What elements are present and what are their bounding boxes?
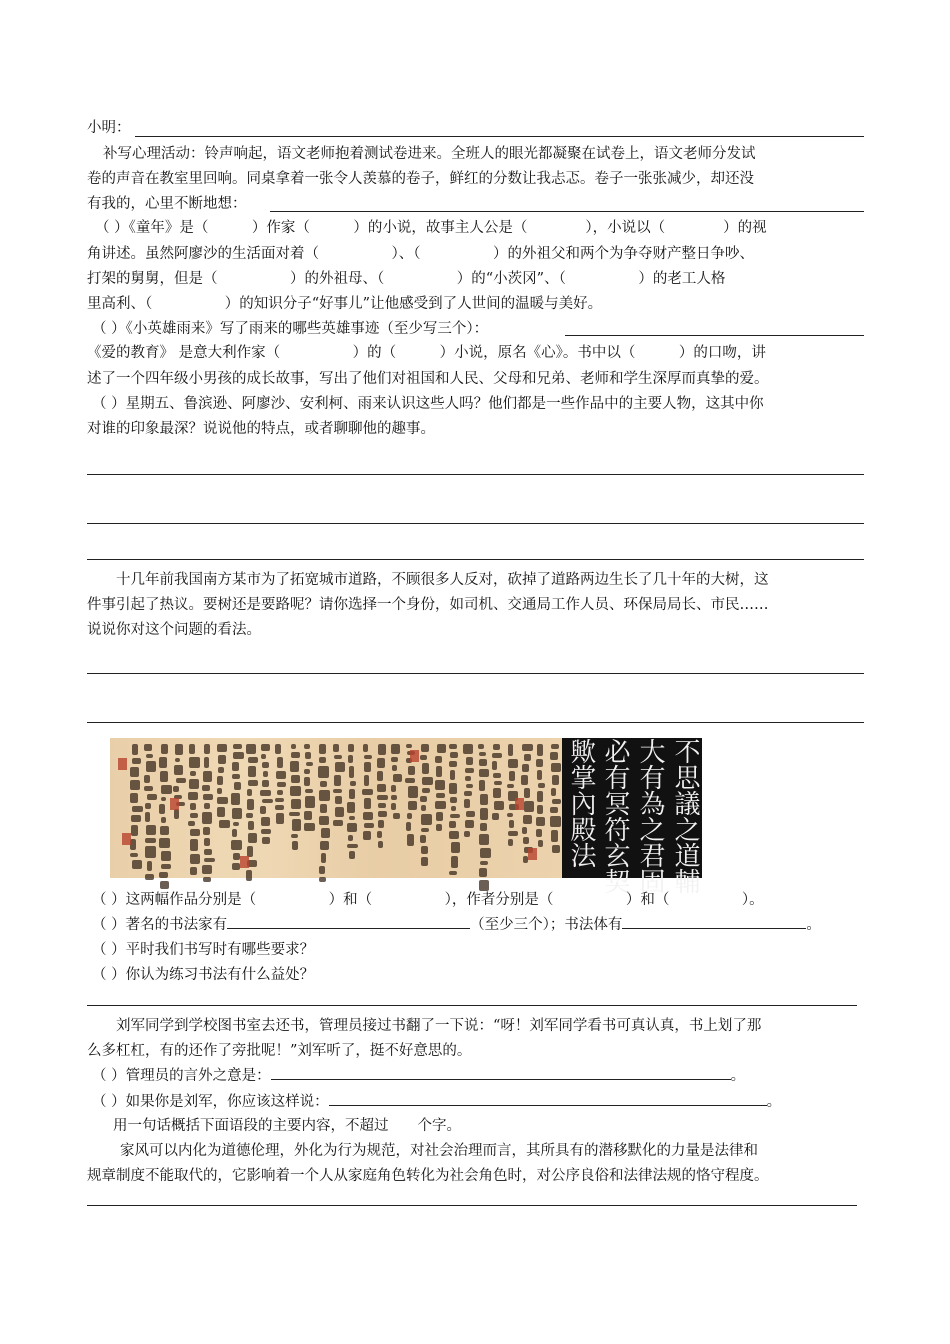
script-column <box>420 744 430 869</box>
tongnian-line-4: 里高利、（ ）的知识分子“好事儿”让他感受到了人世间的温暖与美好。 <box>87 296 603 312</box>
tree-line-1: 十几年前我国南方某市为了拓宽城市道路，不顾很多人反对，砍掉了道路两边生长了几十年的大树，这 <box>116 572 769 588</box>
liujun-line-4a: （ ）如果你是刘军，你应该这样说： <box>92 1094 329 1110</box>
script-column <box>144 744 154 883</box>
character-line-1: （ ）星期五、鲁滨逊、阿廖沙、安利柯、雨来认识这些人吗？他们都是一些作品中的主要人物，这其中你 <box>92 396 764 412</box>
script-column <box>318 744 328 885</box>
psych-line-1: 补写心理活动：铃声响起，语文老师抱着测试卷进来。全班人的眼光都凝聚在试卷上，语文老师分发试 <box>103 146 756 162</box>
seal-stamp <box>528 848 537 860</box>
script-column <box>173 744 183 822</box>
answer-line[interactable] <box>87 474 864 475</box>
liujun-line-3b: 。 <box>730 1068 746 1084</box>
script-column <box>217 744 227 831</box>
script-column <box>275 744 285 827</box>
tongnian-line-1: （ ）《童年》是（ ）作家（ ）的小说，故事主人公是（ ），小说以（ ）的视 <box>95 220 767 236</box>
aideju-line-1: 《爱的教育》 是意大利作家（ ）的（ ）小说，原名《心》。书中以（ ）的口吻，讲 <box>87 345 766 361</box>
callig-line-4: （ ）你认为练习书法有什么益处？ <box>92 967 315 983</box>
cursive-scroll-image <box>110 738 562 878</box>
callig-line-3: （ ）平时我们书写时有哪些要求？ <box>92 942 315 958</box>
seal-stamp <box>170 798 179 810</box>
script-column <box>333 744 343 829</box>
stele-column: 歟掌內殿法 <box>566 738 596 868</box>
answer-line[interactable] <box>87 559 864 560</box>
answer-blank[interactable] <box>227 912 470 929</box>
answer-line[interactable] <box>87 722 864 723</box>
stele-column: 大有為之君固 <box>635 738 665 894</box>
summary-line-1: 用一句话概括下面语段的主要内容，不超过 个字。 <box>113 1118 461 1134</box>
liujun-line-2: 么多杠杠，有的还作了旁批呢！”刘军听了，挺不好意思的。 <box>87 1043 472 1059</box>
answer-line[interactable] <box>87 1005 857 1006</box>
tree-line-2: 件事引起了热议。要树还是要路呢？请你选择一个身份，如司机、交通局工作人员、环保局局长、市民…… <box>87 597 769 613</box>
stele-column: 必有冥符玄契 <box>600 738 630 894</box>
script-column <box>130 744 140 872</box>
script-column <box>289 744 299 853</box>
summary-line-3: 规章制度不能取代的，它影响着一个人从家庭角色转化为社会角色时，对公序良俗和法律法规的恪守程度。 <box>87 1168 769 1184</box>
liujun-line-4 <box>92 1089 781 1115</box>
xiaoming-line <box>87 115 131 141</box>
xiaoming-label: 小明： <box>87 120 131 136</box>
stele-rubbing-image <box>562 738 702 894</box>
seal-stamp <box>122 833 131 845</box>
answer-blank[interactable] <box>271 1063 731 1080</box>
script-column <box>188 744 198 878</box>
script-column <box>159 744 169 892</box>
callig-line-1: （ ）这两幅作品分别是（ ）和（ ），作者分别是（ ）和（ ）。 <box>92 892 764 908</box>
script-column <box>463 744 473 840</box>
script-column <box>304 744 314 834</box>
psych-line-3: 有我的，心里不断地想： <box>87 196 247 212</box>
callig-line-2 <box>92 912 821 938</box>
script-column <box>362 744 372 843</box>
liujun-line-3 <box>92 1063 745 1089</box>
callig-line-2c: 。 <box>806 917 821 933</box>
tongnian-line-2: 角讲述。虽然阿廖沙的生活面对着（ ）、（ ）的外祖父和两个为争夺财产整日争吵、 <box>87 246 754 262</box>
script-column <box>550 744 560 856</box>
answer-line[interactable] <box>565 335 864 336</box>
answer-line[interactable] <box>87 673 864 674</box>
seal-stamp <box>240 856 249 868</box>
psych-line-2: 卷的声音在教室里回响。同桌拿着一张令人羡慕的卷子，鲜红的分数让我忐忑。卷子一张张减少，却还没 <box>87 171 754 187</box>
script-column <box>492 744 502 823</box>
liujun-line-4b: 。 <box>766 1094 782 1110</box>
tongnian-line-3: 打架的舅舅，但是（ ）的外祖母、（ ）的“小茨冈”、（ ）的老工人格 <box>87 271 726 287</box>
script-column <box>376 744 386 851</box>
script-column <box>231 744 241 873</box>
answer-blank[interactable] <box>622 912 806 929</box>
answer-line[interactable] <box>135 136 864 137</box>
script-column <box>434 744 444 834</box>
script-column <box>260 744 270 847</box>
callig-line-2a: （ ）著名的书法家有 <box>92 917 228 933</box>
answer-line[interactable] <box>270 211 864 212</box>
callig-line-2b: （至少三个）；书法体有 <box>470 917 623 933</box>
answer-line[interactable] <box>87 1205 857 1206</box>
aideju-line-2: 述了一个四年级小男孩的成长故事，写出了他们对祖国和人民、父母和兄弟、老师和学生深厚而真挚的爱。 <box>87 371 769 387</box>
script-column <box>478 744 488 894</box>
liujun-line-3a: （ ）管理员的言外之意是： <box>92 1068 271 1084</box>
script-column <box>536 744 546 850</box>
seal-stamp <box>515 798 524 810</box>
yulai-question: （ ）《小英雄雨来》写了雨来的哪些英雄事迹（至少写三个）： <box>92 321 489 337</box>
script-column <box>347 744 357 862</box>
script-column <box>202 744 212 885</box>
answer-blank[interactable] <box>329 1089 767 1106</box>
tree-line-3: 说说你对这个问题的看法。 <box>87 622 261 638</box>
summary-line-2: 家风可以内化为道德伦理，外化为行为规范，对社会治理而言，其所具有的潜移默化的力量是法律和 <box>120 1143 758 1159</box>
seal-stamp <box>410 750 419 762</box>
calligraphy-images <box>110 738 702 894</box>
seal-stamp <box>118 758 127 770</box>
stele-column: 不思議之道輔 <box>670 738 700 894</box>
script-column <box>391 744 401 822</box>
script-column <box>507 744 517 849</box>
script-column <box>449 744 459 878</box>
answer-line[interactable] <box>87 523 864 524</box>
liujun-line-1: 刘军同学到学校图书室去还书，管理员接过书翻了一下说：“呀！刘军同学看书可真认真，书上划了那 <box>116 1018 762 1034</box>
character-line-2: 对谁的印象最深？说说他的特点，或者聊聊他的趣事。 <box>87 421 435 437</box>
